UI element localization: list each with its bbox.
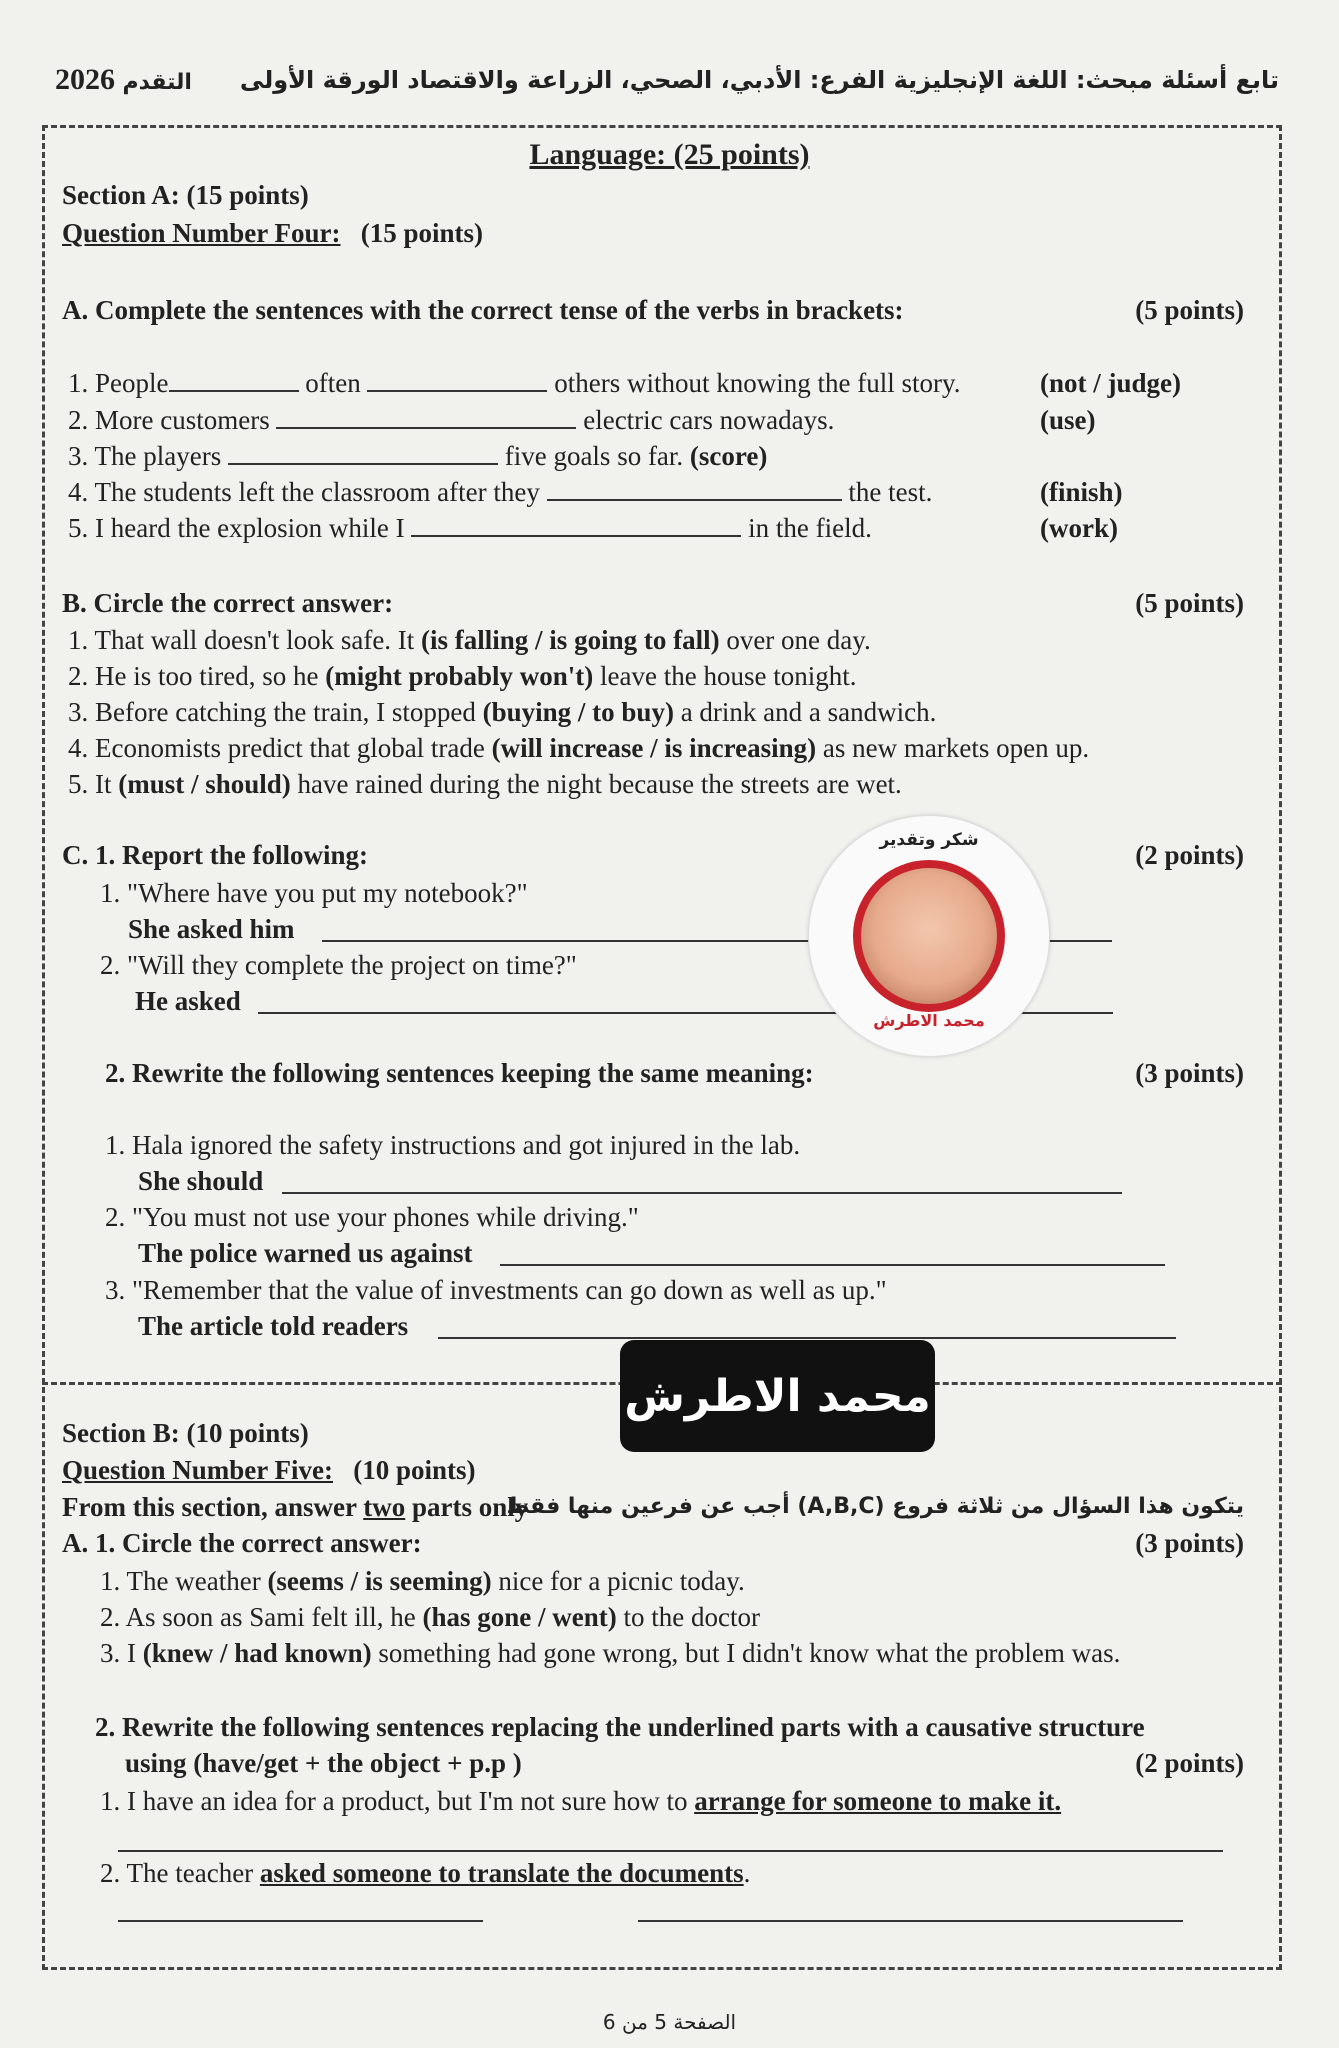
section-a-title: Section A: (15 points) [62,180,309,210]
b-a2-heading: 2. Rewrite the following sentences replacing the underlined parts with a causative structure [95,1712,1145,1742]
question-five-title: Question Number Five: (10 points) [62,1455,476,1485]
part-a-verb-1: (not / judge) [1040,368,1181,398]
part-c2-lead-2: The police warned us against [138,1238,473,1268]
part-b-item-4: 4. Economists predict that global trade (will increase / is increasing) as new markets open up. [68,733,1090,763]
answer-line[interactable] [638,1920,1183,1922]
part-c2-heading: 2. Rewrite the following sentences keeping the same meaning: [105,1058,814,1088]
part-a-item-5: 5. I heard the explosion while I in the field. [68,513,872,543]
answer-line[interactable] [282,1192,1122,1194]
header-year: 2026 التقدم [55,63,192,96]
section-b-arabic-instruction: يتكون هذا السؤال من ثلاثة فروع (A,B,C) أجب عن فرعين منها فقط [506,1494,1244,1519]
b-a1-heading: A. 1. Circle the correct answer: [62,1528,422,1558]
logo-name: محمد الاطرش [873,1011,985,1030]
b-a2-heading2: using (have/get + the object + p.p ) [125,1748,522,1778]
b-a1-points: (3 points) [1135,1528,1244,1558]
b-a1-item-1: 1. The weather (seems / is seeming) nice for a picnic today. [100,1566,745,1596]
part-b-item-2: 2. He is too tired, so he (might probably won't) leave the house tonight. [68,661,857,691]
answer-line[interactable] [118,1920,483,1922]
exam-frame [42,125,1282,1970]
part-a-heading: A. Complete the sentences with the correct tense of the verbs in brackets: [62,295,904,325]
answer-line[interactable] [118,1850,1223,1852]
part-a-verb-5: (work) [1040,513,1118,543]
part-c2-sentence-1: 1. Hala ignored the safety instructions and got injured in the lab. [105,1130,801,1160]
part-a-item-2: 2. More customers electric cars nowadays. [68,405,835,435]
logo-photo [853,860,1005,1012]
part-c2-sentence-2: 2. "You must not use your phones while driving." [105,1202,639,1232]
part-b-points: (5 points) [1135,588,1244,618]
b-a2-item-1: 1. I have an idea for a product, but I'm not sure how to arrange for someone to make it. [100,1786,1062,1816]
part-c1-lead-1: She asked him [128,914,295,944]
part-c1-quote-1: 1. "Where have you put my notebook?" [100,878,528,908]
part-a-item-1: 1. People often others without knowing the full story. [68,368,961,398]
page-number: الصفحة 5 من 6 [602,2010,737,2034]
language-title: Language: (25 points) [529,138,810,171]
part-c2-lead-1: She should [138,1166,264,1196]
logo-title: شكر وتقدير [879,830,979,850]
part-a-points: (5 points) [1135,295,1244,325]
part-a-verb-4: (finish) [1040,477,1123,507]
part-c1-lead-2: He asked [135,986,241,1016]
question-four-title: Question Number Four: (15 points) [62,218,484,248]
watermark-logo [808,815,1050,1057]
b-a2-item-2: 2. The teacher asked someone to translate the documents. [100,1858,751,1888]
answer-line[interactable] [438,1337,1176,1339]
part-a-item-3: 3. The players five goals so far. (score) [68,441,768,471]
part-a-item-4: 4. The students left the classroom after they the test. [68,477,933,507]
answer-line[interactable] [500,1264,1165,1266]
section-b-instruction: From this section, answer two parts only [62,1492,529,1522]
part-c1-heading: C. 1. Report the following: [62,840,368,870]
part-c2-lead-3: The article told readers [138,1311,409,1341]
section-b-title: Section B: (10 points) [62,1418,309,1448]
b-a1-item-2: 2. As soon as Sami felt ill, he (has gone / went) to the doctor [100,1602,760,1632]
part-c2-sentence-3: 3. "Remember that the value of investments can go down as well as up." [105,1275,887,1305]
header-arabic: تابع أسئلة مبحث: اللغة الإنجليزية الفرع: الأدبي، الصحي، الزراعة والاقتصاد الورقة الأولى [239,66,1279,94]
watermark-badge: محمد الاطرش [620,1340,935,1452]
b-a1-item-3: 3. I (knew / had known) something had gone wrong, but I didn't know what the problem was. [100,1638,1121,1668]
part-a-verb-2: (use) [1040,405,1096,435]
part-c1-quote-2: 2. "Will they complete the project on time?" [100,950,577,980]
b-a2-points: (2 points) [1135,1748,1244,1778]
page-header [55,55,1279,105]
part-b-item-3: 3. Before catching the train, I stopped (buying / to buy) a drink and a sandwich. [68,697,937,727]
part-b-item-1: 1. That wall doesn't look safe. It (is falling / is going to fall) over one day. [68,625,871,655]
part-b-item-5: 5. It (must / should) have rained during the night because the streets are wet. [68,769,902,799]
part-c1-points: (2 points) [1135,840,1244,870]
part-c2-points: (3 points) [1135,1058,1244,1088]
part-b-heading: B. Circle the correct answer: [62,588,394,618]
